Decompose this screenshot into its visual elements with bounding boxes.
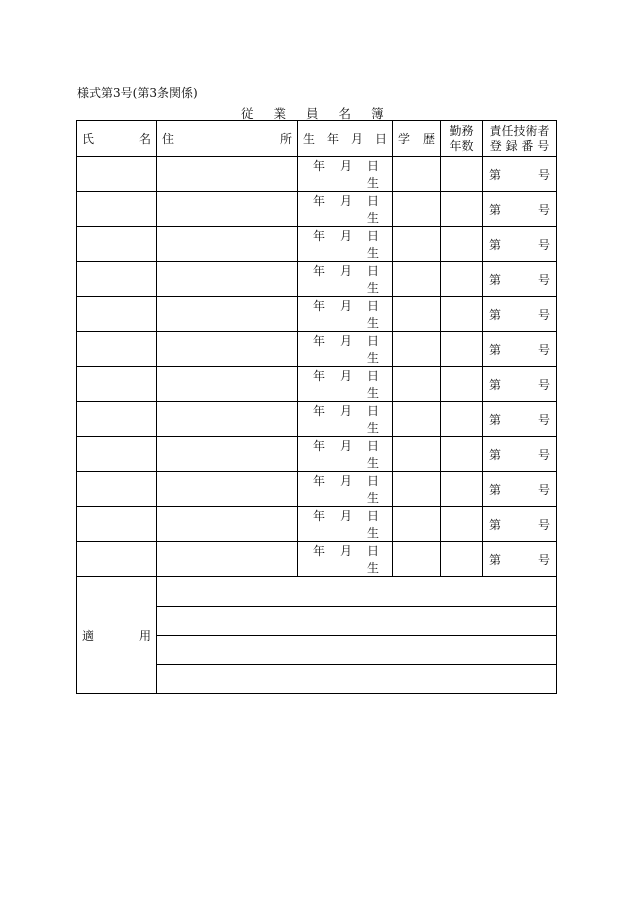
address-cell[interactable] bbox=[157, 367, 298, 402]
registration-cell[interactable]: 第 号 bbox=[483, 507, 557, 542]
name-cell[interactable] bbox=[77, 332, 157, 367]
registration-cell[interactable]: 第 号 bbox=[483, 472, 557, 507]
education-cell[interactable] bbox=[393, 507, 441, 542]
education-cell[interactable] bbox=[393, 402, 441, 437]
table-row bbox=[77, 157, 557, 192]
education-cell[interactable] bbox=[393, 262, 441, 297]
education-cell[interactable] bbox=[393, 157, 441, 192]
table-row bbox=[77, 227, 557, 262]
table-row bbox=[77, 297, 557, 332]
title-char: 員 bbox=[306, 106, 319, 121]
years-cell[interactable] bbox=[441, 332, 483, 367]
registration-cell[interactable]: 第 号 bbox=[483, 227, 557, 262]
education-cell[interactable] bbox=[393, 437, 441, 472]
name-cell[interactable] bbox=[77, 542, 157, 577]
remarks-line[interactable] bbox=[157, 664, 556, 693]
registration-cell[interactable]: 第 号 bbox=[483, 332, 557, 367]
address-cell[interactable] bbox=[157, 332, 298, 367]
address-cell[interactable] bbox=[157, 437, 298, 472]
header-row bbox=[77, 121, 557, 157]
header-registration-number: 責任技術者 登 録 番 号 bbox=[483, 121, 557, 157]
header-birthdate: 生 年 月 日 bbox=[298, 121, 393, 157]
table-row bbox=[77, 367, 557, 402]
address-cell[interactable] bbox=[157, 542, 298, 577]
remarks-area bbox=[157, 577, 557, 694]
registration-cell[interactable]: 第 号 bbox=[483, 262, 557, 297]
remarks-line[interactable] bbox=[157, 606, 556, 635]
table-row bbox=[77, 402, 557, 437]
address-cell[interactable] bbox=[157, 192, 298, 227]
registration-cell[interactable]: 第 号 bbox=[483, 402, 557, 437]
address-cell[interactable] bbox=[157, 262, 298, 297]
remarks-line[interactable] bbox=[157, 577, 556, 606]
registration-cell[interactable]: 第 号 bbox=[483, 192, 557, 227]
address-cell[interactable] bbox=[157, 507, 298, 542]
name-cell[interactable] bbox=[77, 157, 157, 192]
years-cell[interactable] bbox=[441, 262, 483, 297]
years-cell[interactable] bbox=[441, 402, 483, 437]
address-cell[interactable] bbox=[157, 227, 298, 262]
name-cell[interactable] bbox=[77, 472, 157, 507]
name-cell[interactable] bbox=[77, 507, 157, 542]
name-cell[interactable] bbox=[77, 297, 157, 332]
name-cell[interactable] bbox=[77, 227, 157, 262]
title-char: 簿 bbox=[371, 106, 384, 121]
name-cell[interactable] bbox=[77, 192, 157, 227]
birthdate-cell[interactable]: 年 月 日生 bbox=[298, 227, 393, 262]
table-row bbox=[77, 332, 557, 367]
education-cell[interactable] bbox=[393, 367, 441, 402]
birthdate-cell[interactable]: 年 月 日生 bbox=[298, 367, 393, 402]
birthdate-cell[interactable]: 年 月 日生 bbox=[298, 507, 393, 542]
title-char: 従 bbox=[241, 106, 254, 121]
remarks-row bbox=[77, 577, 557, 694]
education-cell[interactable] bbox=[393, 192, 441, 227]
education-cell[interactable] bbox=[393, 472, 441, 507]
years-cell[interactable] bbox=[441, 507, 483, 542]
address-cell[interactable] bbox=[157, 472, 298, 507]
table-row bbox=[77, 192, 557, 227]
education-cell[interactable] bbox=[393, 542, 441, 577]
header-education: 学 歴 bbox=[393, 121, 441, 157]
years-cell[interactable] bbox=[441, 297, 483, 332]
years-cell[interactable] bbox=[441, 472, 483, 507]
birthdate-cell[interactable]: 年 月 日生 bbox=[298, 192, 393, 227]
name-cell[interactable] bbox=[77, 367, 157, 402]
table-row bbox=[77, 262, 557, 297]
birthdate-cell[interactable]: 年 月 日生 bbox=[298, 332, 393, 367]
years-cell[interactable] bbox=[441, 227, 483, 262]
table-row bbox=[77, 507, 557, 542]
education-cell[interactable] bbox=[393, 332, 441, 367]
header-years-of-service: 勤務 年数 bbox=[441, 121, 483, 157]
registration-cell[interactable]: 第 号 bbox=[483, 157, 557, 192]
title-char: 名 bbox=[338, 106, 352, 121]
years-cell[interactable] bbox=[441, 542, 483, 577]
title-char: 業 bbox=[273, 106, 287, 121]
years-cell[interactable] bbox=[441, 192, 483, 227]
name-cell[interactable] bbox=[77, 402, 157, 437]
birthdate-cell[interactable]: 年 月 日生 bbox=[298, 402, 393, 437]
birthdate-cell[interactable]: 年 月 日生 bbox=[298, 157, 393, 192]
birthdate-cell[interactable]: 年 月 日生 bbox=[298, 437, 393, 472]
birthdate-cell[interactable]: 年 月 日生 bbox=[298, 297, 393, 332]
form-number-label: 様式第3号(第3条関係) bbox=[77, 86, 198, 100]
education-cell[interactable] bbox=[393, 297, 441, 332]
table-row bbox=[77, 437, 557, 472]
table-row bbox=[77, 472, 557, 507]
birthdate-cell[interactable]: 年 月 日生 bbox=[298, 262, 393, 297]
name-cell[interactable] bbox=[77, 262, 157, 297]
address-cell[interactable] bbox=[157, 157, 298, 192]
remarks-line[interactable] bbox=[157, 635, 556, 664]
address-cell[interactable] bbox=[157, 402, 298, 437]
registration-cell[interactable]: 第 号 bbox=[483, 297, 557, 332]
header-name: 氏 名 bbox=[77, 121, 157, 157]
employee-register-table bbox=[76, 120, 557, 694]
name-cell[interactable] bbox=[77, 437, 157, 472]
years-cell[interactable] bbox=[441, 157, 483, 192]
birthdate-cell[interactable]: 年 月 日生 bbox=[298, 472, 393, 507]
years-cell[interactable] bbox=[441, 437, 483, 472]
registration-cell[interactable]: 第 号 bbox=[483, 437, 557, 472]
birthdate-cell[interactable]: 年 月 日生 bbox=[298, 542, 393, 577]
registration-cell[interactable]: 第 号 bbox=[483, 367, 557, 402]
header-address: 住 所 bbox=[157, 121, 298, 157]
education-cell[interactable] bbox=[393, 227, 441, 262]
remarks-label: 適 用 bbox=[77, 577, 157, 694]
table-row bbox=[77, 542, 557, 577]
registration-cell[interactable]: 第 号 bbox=[483, 542, 557, 577]
address-cell[interactable] bbox=[157, 297, 298, 332]
years-cell[interactable] bbox=[441, 367, 483, 402]
